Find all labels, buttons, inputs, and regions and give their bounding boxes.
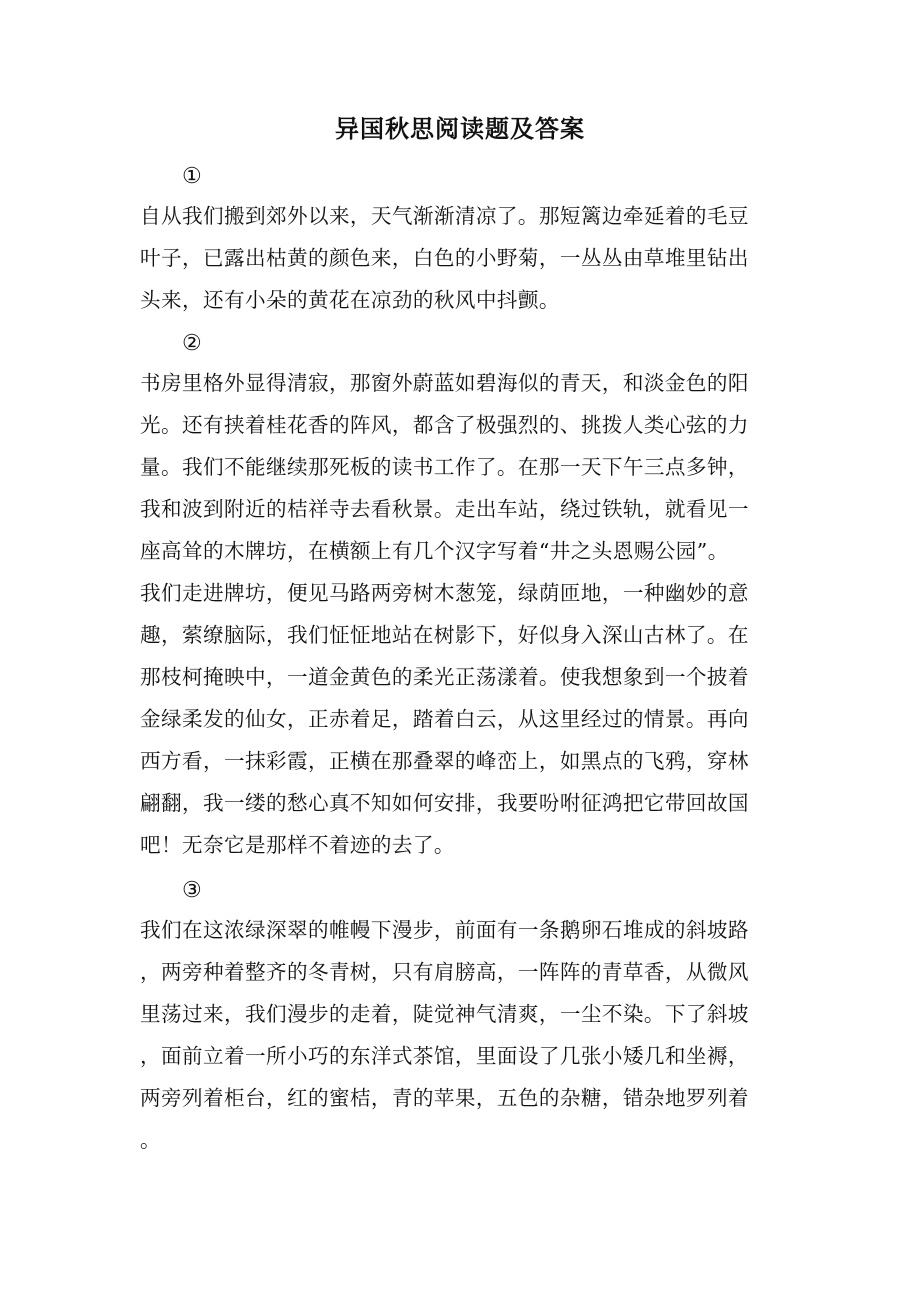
section-marker-3: ③ [182, 878, 202, 903]
section-marker-1: ① [182, 164, 202, 189]
paragraph-1: 自从我们搬到郊外以来，天气渐渐清凉了。那短篱边牵延着的毛豆 叶子，已露出枯黄的颜色来，白色的小野菊，一丛丛由草堆里钻出 头来，还有小朵的黄花在凉劲的秋风中抖颤。 [140, 204, 749, 312]
document-title: 异国秋思阅读题及答案 [335, 114, 585, 143]
paragraph-2: 书房里格外显得清寂，那窗外蔚蓝如碧海似的青天，和淡金色的阳 光。还有挟着桂花香的阵风，都含了极强烈的、挑拨人类心弦的力 量。我们不能继续那死板的读书工作了。在那一天下午三点多钟， 我和波到附近的桔祥寺去看秋景。走出车站，绕过铁轨，就看见一 座高耸的木牌坊，在横额上有几个汉字写着“井之头恩赐公园”。 我们走进牌坊，便见马路两旁树木葱笼，绿荫匝地，一种幽妙的意 趣，萦缭脑际，我们怔怔地站在树影下，好似身入深山古林了。在 那枝柯掩映中，一道金黄色的柔光正荡漾着。使我想象到一个披着 金绿柔发的仙女，正赤着足，踏着白云，从这里经过的情景。再向 西方看，一抹彩霞，正横在那叠翠的峰峦上，如黑点的飞鸦，穿林 翩翻，我一缕的愁心真不知如何安排，我要吩咐征鸿把它带回故国 吧！无奈它是那样不着迹的去了。 [140, 371, 749, 857]
section-marker-2: ② [182, 331, 202, 356]
paragraph-3: 我们在这浓绿深翠的帷幔下漫步，前面有一条鹅卵石堆成的斜坡路 ，两旁种着整齐的冬青树，只有肩膀高，一阵阵的青草香，从微风 里荡过来，我们漫步的走着，陡觉神气清爽，一尘不染。下了斜坡 ，面前立着一所小巧的东洋式茶馆，里面设了几张小矮几和坐褥， 两旁列着柜台，红的蜜桔，青的苹果，五色的杂糖，错杂地罗列着 。 [140, 918, 749, 1152]
